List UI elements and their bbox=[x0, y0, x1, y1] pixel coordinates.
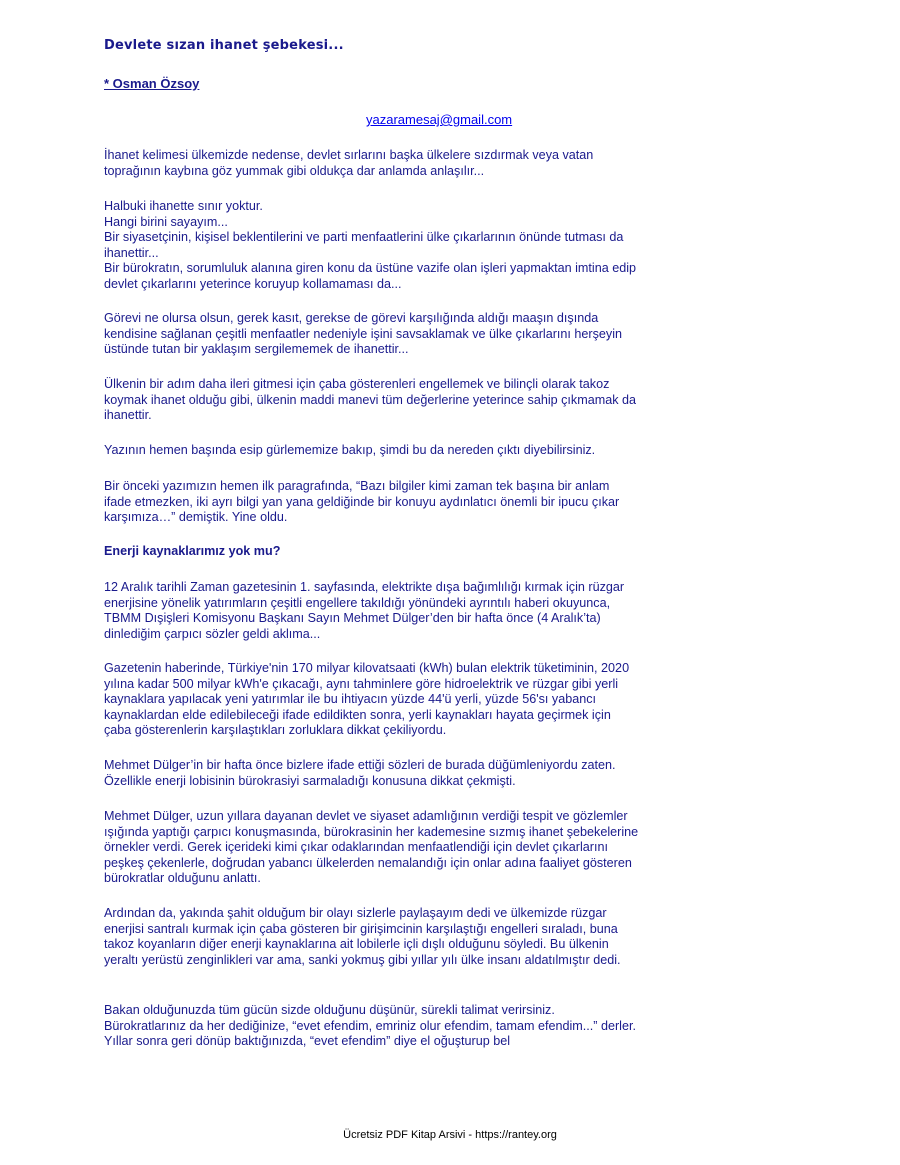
section-heading-container bbox=[104, 544, 639, 560]
paragraph-6 bbox=[104, 479, 639, 526]
article-title: Devlete sızan ihanet şebekesi... bbox=[104, 38, 344, 53]
paragraph-text: Ardından da, yakında şahit olduğum bir olayı sizlerle paylaşayım dedi ve ülkemizde rüzgar enerjisi santralı kurmak için çaba gösteren bir girişimcinin karşılaştığı engelleri sıraladı, buna takoz koyanların diğer enerji kaynaklarına ait lobilerle içli dışlı olduğunu söyledi. Bu ülkenin yeraltı yerüstü zenginlikleri var ama, sanki yokmuş gibi yıllar yılı ülke insanı aldatılmıştır dedi. bbox=[104, 906, 621, 967]
paragraph-11 bbox=[104, 906, 639, 968]
paragraph-text: Bakan olduğunuzda tüm gücün sizde olduğunu düşünür, sürekli talimat verirsiniz. Bürokratlarınız da her dediğinize, “evet efendim, emriniz olur efendim, tamam efendim...” derler. Yıllar sonra geri dönüp baktığınızda, “evet efendim” diye el oğuşturup bel bbox=[104, 1003, 636, 1049]
paragraph-2 bbox=[104, 199, 639, 293]
author-email-link[interactable]: yazaramesaj@gmail.com bbox=[366, 112, 513, 127]
paragraph-text: Ülkenin bir adım daha ileri gitmesi için çaba gösterenleri engellemek ve bilinçli olarak takoz koymak ihanet olduğu gibi, ülkenin maddi manevi tüm değerlerine yeterince sahip çıkmamak da ihanettir. bbox=[104, 377, 637, 423]
paragraph-5 bbox=[104, 443, 639, 459]
paragraph-text: Mehmet Dülger, uzun yıllara dayanan devlet ve siyaset adamlığının verdiği tespit ve gözlemler ışığında yaptığı çarpıcı konuşmasında, bürokrasinin her kademesine sızmış ihanet şebekelerine örnekler verdi. Gerek içerideki kimi çıkar odaklarından menfaatlendiği için devlet çıkarlarını peşkeş çekenlerle, doğrudan yabancı ülkelerden nemalandığı için onlar adına faaliyet gösteren bürokratlar olduğunu anlattı. bbox=[104, 809, 639, 886]
paragraph-line: Halbuki ihanette sınır yoktur. bbox=[104, 199, 263, 213]
author-name: * Osman Özsoy bbox=[104, 76, 200, 91]
paragraph-8 bbox=[104, 661, 639, 739]
paragraph-12 bbox=[104, 1003, 639, 1050]
paragraph-text: Bir önceki yazımızın hemen ilk paragrafında, “Bazı bilgiler kimi zaman tek başına bir anlam ifade etmezken, iki ayrı bilgi yan yana geldiğinde bir konuyu aydınlatıcı önemli bir ipucu çıkar karşımıza…” demiştik. Yine oldu. bbox=[104, 479, 620, 525]
paragraph-text: Mehmet Dülger’in bir hafta önce bizlere ifade ettiği sözleri de burada düğümleniyordu zaten. Özellikle enerji lobisinin bürokrasiyi sarmaladığı konusuna dikkat çekmişti. bbox=[104, 758, 616, 788]
paragraph-10 bbox=[104, 809, 639, 887]
paragraph-text: Gazetenin haberinde, Türkiye'nin 170 milyar kilovatsaati (kWh) bulan elektrik tüketiminin, 2020 yılına kadar 500 milyar kWh'e çıkacağı, aynı tahminlere göre hidroelektrik ve rüzgar gibi yerli kaynaklara yapılacak yeni yatırımlar ile bu ihtiyacın yüzde 44'ü yerli, yüzde 56'sı yabancı kaynaklardan elde edilebileceği ifade edildikten sonra, yerli kaynakları hayata geçirmek için çaba gösterenlerin karşılaştıkları zorluklara dikkat çekiliyordu. bbox=[104, 661, 630, 738]
section-heading: Enerji kaynaklarımız yok mu? bbox=[104, 544, 281, 558]
paragraph-line: Bir siyasetçinin, kişisel beklentilerini ve parti menfaatlerini ülke çıkarlarının önünde tutması da ihanettir... bbox=[104, 230, 624, 260]
paragraph-3 bbox=[104, 311, 639, 358]
paragraph-4 bbox=[104, 377, 639, 424]
paragraph-1 bbox=[104, 148, 639, 179]
paragraph-text: 12 Aralık tarihli Zaman gazetesinin 1. sayfasında, elektrikte dışa bağımlılığı kırmak için rüzgar enerjisine yönelik yatırımların çeşitli engellere takıldığı yönündeki ayrıntılı haberi okuyunca, TBMM Dışişleri Komisyonu Başkanı Sayın Mehmet Dülger’den bir hafta önce (4 Aralık’ta) dinlediğim çarpıcı sözler geldi aklıma... bbox=[104, 580, 625, 641]
paragraph-9 bbox=[104, 758, 639, 789]
paragraph-7 bbox=[104, 580, 639, 642]
paragraph-line: Bir bürokratın, sorumluluk alanına giren konu da üstüne vazife olan işleri yapmaktan imtina edip devlet çıkarlarını yeterince koruyup kollamaması da... bbox=[104, 261, 637, 291]
paragraph-text: Yazının hemen başında esip gürlememize bakıp, şimdi bu da nereden çıktı diyebilirsiniz. bbox=[104, 443, 596, 457]
page-footer: Ücretsiz PDF Kitap Arsivi - https://rantey.org bbox=[343, 1129, 557, 1141]
paragraph-text: İhanet kelimesi ülkemizde nedense, devlet sırlarını başka ülkelere sızdırmak veya vatan toprağının kaybına göz yummak gibi oldukça dar anlamda anlaşılır... bbox=[104, 148, 594, 178]
paragraph-text: Görevi ne olursa olsun, gerek kasıt, gerekse de görevi karşılığında aldığı maaşın dışında kendisine sağlanan çeşitli menfaatler nedeniyle işini savsaklamak ve ülke çıkarlarını herşeyin üstünde tutan bir yaklaşım sergilememek de ihanettir... bbox=[104, 311, 623, 357]
paragraph-line: Hangi birini sayayım... bbox=[104, 214, 228, 229]
